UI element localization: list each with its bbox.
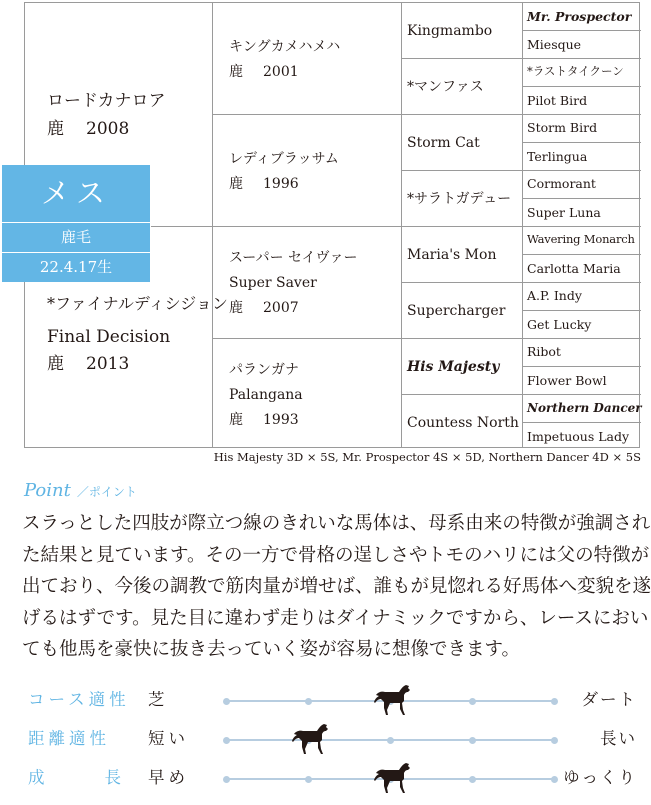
horse-icon: [372, 683, 412, 717]
point-heading: [24, 480, 137, 501]
dam-sire-name-en: Super Saver: [229, 275, 317, 291]
gen4-9: Wavering Monarch: [527, 232, 635, 246]
scale-left-label: 芝: [148, 690, 169, 709]
horse-icon: [290, 722, 330, 756]
scale-dot: [305, 698, 312, 705]
gen4-5: Storm Bird: [527, 120, 598, 135]
gen4-8: Super Luna: [527, 205, 601, 220]
horse-birth: 22.4.17生: [2, 252, 150, 282]
gen4-1: Mr. Prospector: [527, 9, 632, 24]
scale-right-label: 長い: [600, 729, 637, 748]
scale-dot: [469, 737, 476, 744]
gen4-13: Ribot: [527, 344, 561, 359]
gen3-5: Maria's Mon: [407, 247, 497, 263]
gen4-6: Terlingua: [527, 149, 588, 164]
scale-dot: [551, 776, 558, 783]
horse-icon: [372, 761, 412, 795]
horse-coat: 鹿毛: [2, 222, 150, 252]
dam-name-en: Final Decision: [47, 327, 171, 347]
gen4-16: Impetuous Lady: [527, 429, 630, 444]
scale-label: 距離適性: [28, 729, 110, 748]
gen3-7: His Majesty: [407, 359, 500, 375]
sire-sire-name: キングカメハメハ: [229, 39, 341, 55]
dam-dam-info: 鹿 1993: [229, 412, 299, 428]
gen4-3: *ラストタイクーン: [527, 64, 624, 78]
scale-left-label: 早め: [148, 768, 189, 787]
scale-dot: [223, 698, 230, 705]
horse-sex: メス: [2, 165, 150, 222]
scale-left-label: 短い: [148, 729, 189, 748]
sire-name: ロードカナロア: [47, 91, 166, 111]
gen4-15: Northern Dancer: [527, 401, 642, 415]
scale-label: コース適性: [28, 690, 130, 709]
point-title: Point: [24, 480, 71, 501]
point-subtitle: ／ポイント: [76, 485, 137, 499]
sire-sire-info: 鹿 2001: [229, 64, 299, 80]
dam-dam-name-jp: パランガナ: [229, 362, 299, 378]
scale-right-label: ゆっくり: [563, 768, 637, 787]
gen4-4: Pilot Bird: [527, 93, 588, 108]
scale-dot: [469, 776, 476, 783]
gen4-14: Flower Bowl: [527, 373, 607, 388]
scale-dot: [551, 698, 558, 705]
gen4-12: Get Lucky: [527, 317, 592, 332]
dam-sire-info: 鹿 2007: [229, 300, 299, 316]
scale-row: [0, 765, 651, 805]
gen3-6: Supercharger: [407, 303, 506, 319]
dam-name-jp: *ファイナルディシジョン: [47, 294, 228, 313]
scale-dot: [551, 737, 558, 744]
scale-dot: [305, 776, 312, 783]
scale-dot: [387, 737, 394, 744]
inbreeding-note: His Majesty 3D × 5S, Mr. Prospector 4S × 5D, Northern Dancer 4D × 5S: [213, 450, 641, 464]
horse-info-box: [2, 165, 150, 282]
gen3-1: Kingmambo: [407, 23, 493, 39]
gen3-2: *マンファス: [407, 79, 484, 95]
scale-right-label: ダート: [581, 690, 637, 709]
gen4-7: Cormorant: [527, 176, 596, 191]
scale-row: [0, 726, 651, 766]
gen4-2: Miesque: [527, 37, 582, 52]
gen4-10: Carlotta Maria: [527, 261, 621, 276]
gen3-4: *サラトガデュー: [407, 191, 512, 207]
scale-row: [0, 687, 651, 727]
dam-sire-name-jp: スーパー セイヴァー: [229, 250, 358, 266]
sire-dam-name: レディブラッサム: [229, 151, 339, 167]
sire-info: 鹿 2008: [47, 119, 130, 139]
scale-label: 成 長: [28, 768, 121, 787]
scale-dot: [223, 737, 230, 744]
dam-dam-name-en: Palangana: [229, 387, 303, 403]
comment-text: スラっとした四肢が際立つ線のきれいな馬体は、母系由来の特徴が強調された結果と見ています。その一方で骨格の逞しさやトモのハリには父の特徴が出ており、今後の調教で筋肉量が増せば、誰もが見惚れる好馬体へ変貌を遂げるはずです。見た目に違わず走りはダイナミックですから、レースにおいても他馬を豪快に抜き去っていく姿が容易に想像できます。: [22, 513, 651, 660]
dam-info: 鹿 2013: [47, 354, 130, 374]
sire-dam-info: 鹿 1996: [229, 176, 299, 192]
scale-dot: [223, 776, 230, 783]
gen4-11: A.P. Indy: [527, 288, 582, 303]
gen3-3: Storm Cat: [407, 135, 480, 151]
gen3-8: Countess North: [407, 415, 519, 431]
scale-dot: [469, 698, 476, 705]
